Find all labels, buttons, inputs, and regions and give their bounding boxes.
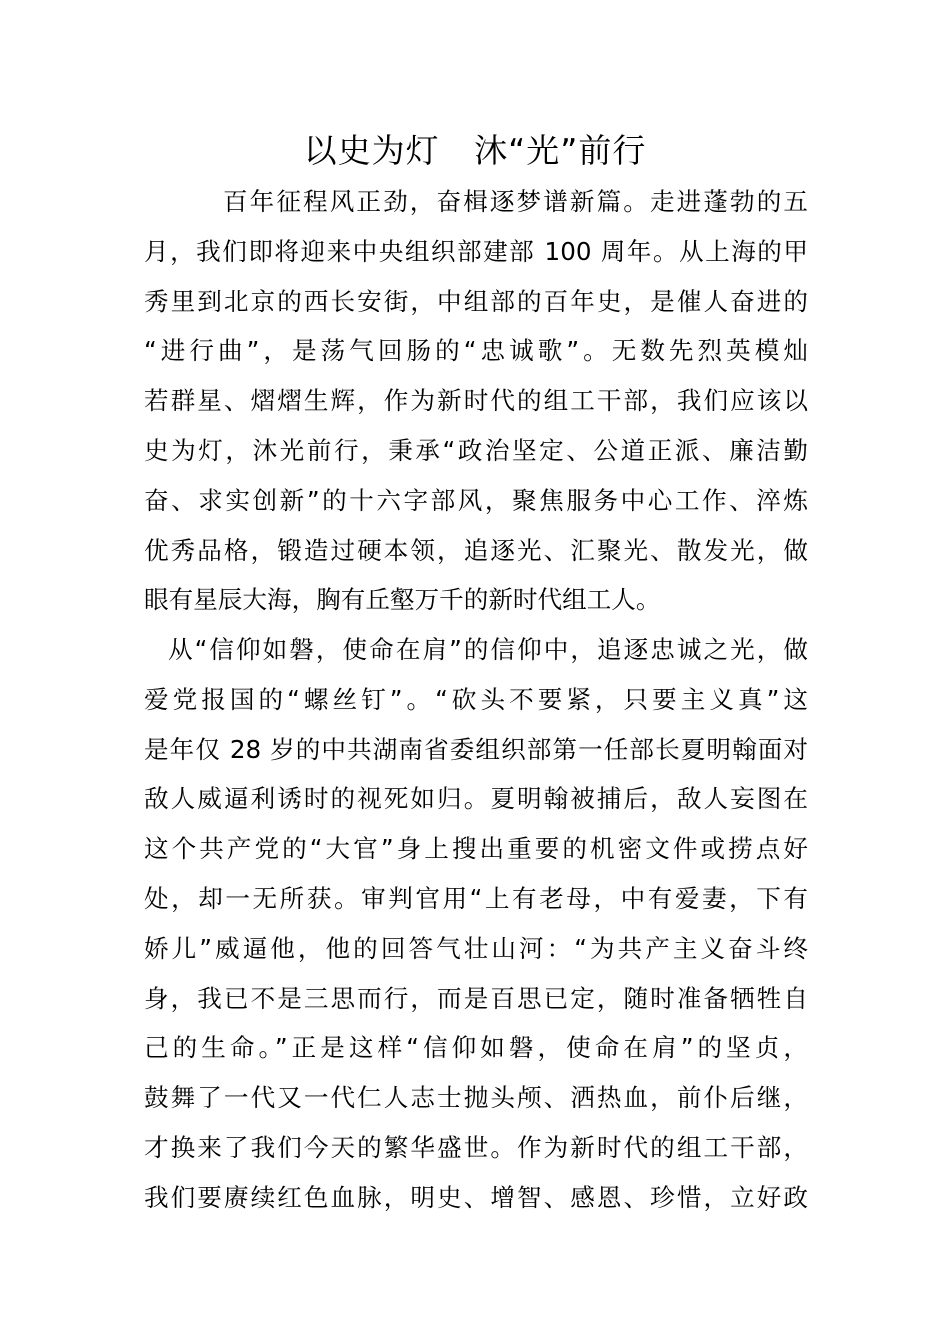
text-line: 秀里到北京的西长安街，中组部的百年史，是催人奋进的: [144, 286, 808, 316]
text-line: 优秀品格，锻造过硬本领，追逐光、汇聚光、散发光，做: [144, 535, 808, 565]
text-line: 处，却一无所获。审判官用“上有老母，中有爱妻，下有: [144, 883, 808, 913]
text-line: 从“信仰如磐，使命在肩”的信仰中，追逐忠诚之光，做: [168, 635, 808, 664]
text-line: 爱党报国的“螺丝钉”。“砍头不要紧，只要主义真”这: [144, 684, 808, 714]
text-line: 是年仅 28 岁的中共湖南省委组织部第一任部长夏明翰面对: [144, 734, 808, 764]
paragraph-2: [144, 625, 808, 1223]
text-line: 眼有星辰大海，胸有丘壑万千的新时代组工人。: [144, 585, 661, 615]
text-line: 娇儿”威逼他，他的回答气壮山河：“为共产主义奋斗终: [144, 933, 808, 963]
text-line: 月，我们即将迎来中央组织部建部 100 周年。从上海的甲: [144, 236, 808, 266]
text-line: “进行曲”，是荡气回肠的“忠诚歌”。无数先烈英模灿: [144, 336, 808, 366]
text-line: 奋、求实创新”的十六字部风，聚焦服务中心工作、淬炼: [144, 485, 808, 515]
text-line: 才换来了我们今天的繁华盛世。作为新时代的组工干部，: [144, 1132, 808, 1162]
text-line: 己的生命。”正是这样“信仰如磐，使命在肩”的坚贞，: [144, 1033, 808, 1063]
text-line: 敌人威逼利诱时的视死如归。夏明翰被捕后，敌人妄图在: [144, 784, 808, 814]
document-title: 以史为灯 沐“光”前行: [303, 131, 647, 170]
text-line: 百年征程风正劲，奋楫逐梦谱新篇。走进蓬勃的五: [223, 187, 808, 216]
text-line: 若群星、熠熠生辉，作为新时代的组工干部，我们应该以: [144, 386, 808, 416]
paragraph-1: [144, 177, 808, 625]
text-line: 身，我已不是三思而行，而是百思已定，随时准备牺牲自: [144, 983, 808, 1013]
text-line: 我们要赓续红色血脉，明史、增智、感恩、珍惜，立好政: [144, 1182, 808, 1212]
text-line: 鼓舞了一代又一代仁人志士抛头颅、洒热血，前仆后继，: [144, 1083, 808, 1113]
text-line: 这个共产党的“大官”身上搜出重要的机密文件或捞点好: [144, 834, 808, 864]
text-line: 史为灯，沐光前行，秉承“政治坚定、公道正派、廉洁勤: [144, 435, 808, 465]
